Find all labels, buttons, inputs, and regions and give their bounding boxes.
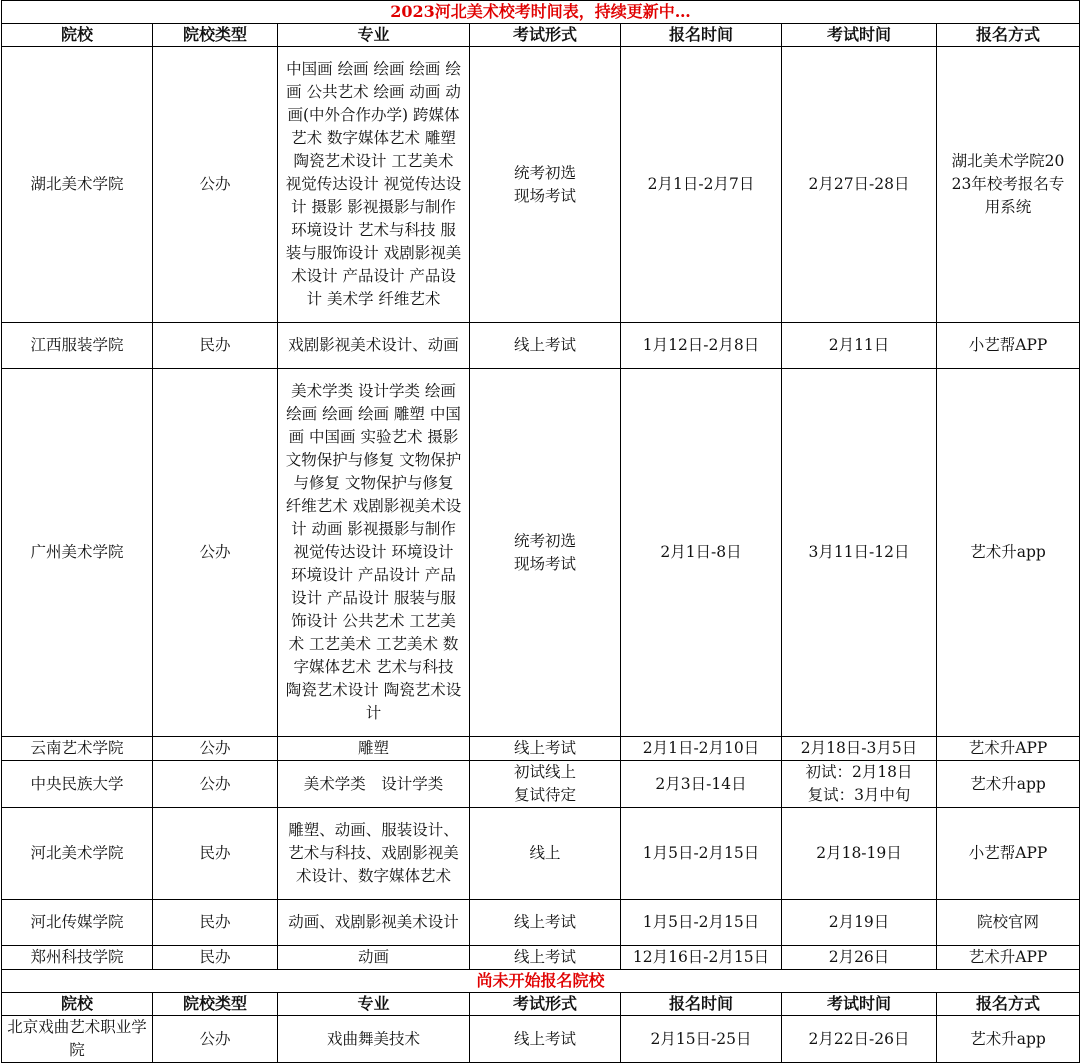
school-cell: 江西服装学院 — [2, 323, 153, 369]
major-cell: 动画、戏剧影视美术设计 — [278, 900, 470, 946]
exam-cell: 2月18-19日 — [782, 808, 937, 900]
form-cell: 线上考试 — [470, 946, 621, 970]
school-cell: 北京戏曲艺术职业学院 — [2, 1016, 153, 1063]
signup-cell: 1月12日-2月8日 — [621, 323, 782, 369]
type-cell: 民办 — [153, 946, 278, 970]
method-cell: 艺术升APP — [937, 737, 1080, 761]
signup-cell: 1月5日-2月15日 — [621, 808, 782, 900]
method-cell: 小艺帮APP — [937, 323, 1080, 369]
header-form: 考试形式 — [470, 24, 621, 47]
major-cell: 动画 — [278, 946, 470, 970]
method-cell: 艺术升APP — [937, 946, 1080, 970]
table-row — [2, 369, 1080, 737]
table-row — [2, 737, 1080, 761]
method-cell: 湖北美术学院2023年校考报名专用系统 — [937, 47, 1080, 323]
table-row — [2, 323, 1080, 369]
type-cell: 民办 — [153, 808, 278, 900]
school-cell: 云南艺术学院 — [2, 737, 153, 761]
header-major: 专业 — [278, 24, 470, 47]
exam-cell: 2月11日 — [782, 323, 937, 369]
signup-cell: 1月5日-2月15日 — [621, 900, 782, 946]
header-method: 报名方式 — [937, 993, 1080, 1016]
form-cell: 线上考试 — [470, 1016, 621, 1063]
title-row — [2, 1, 1080, 24]
major-cell: 雕塑 — [278, 737, 470, 761]
method-cell: 院校官网 — [937, 900, 1080, 946]
section-subtitle: 尚未开始报名院校 — [2, 970, 1080, 993]
form-cell: 初试线上复试待定 — [470, 761, 621, 808]
header-major: 专业 — [278, 993, 470, 1016]
school-cell: 中央民族大学 — [2, 761, 153, 808]
school-cell: 湖北美术学院 — [2, 47, 153, 323]
type-cell: 民办 — [153, 900, 278, 946]
method-cell: 小艺帮APP — [937, 808, 1080, 900]
major-cell: 美术学类 设计学类 — [278, 761, 470, 808]
header-exam: 考试时间 — [782, 993, 937, 1016]
school-cell: 河北美术学院 — [2, 808, 153, 900]
header-school: 院校 — [2, 993, 153, 1016]
table-row — [2, 1016, 1080, 1063]
table-row — [2, 47, 1080, 323]
form-cell: 线上考试 — [470, 323, 621, 369]
exam-cell: 2月19日 — [782, 900, 937, 946]
header-row — [2, 24, 1080, 47]
signup-cell: 2月1日-8日 — [621, 369, 782, 737]
school-cell: 广州美术学院 — [2, 369, 153, 737]
exam-schedule-table — [1, 0, 1080, 1063]
method-cell: 艺术升app — [937, 1016, 1080, 1063]
header-exam: 考试时间 — [782, 24, 937, 47]
school-cell: 郑州科技学院 — [2, 946, 153, 970]
header-type: 院校类型 — [153, 24, 278, 47]
exam-cell: 2月27日-28日 — [782, 47, 937, 323]
table-row — [2, 808, 1080, 900]
type-cell: 公办 — [153, 737, 278, 761]
exam-cell: 3月11日-12日 — [782, 369, 937, 737]
header-signup: 报名时间 — [621, 24, 782, 47]
form-cell: 统考初选现场考试 — [470, 369, 621, 737]
exam-cell: 2月26日 — [782, 946, 937, 970]
subtitle-row — [2, 970, 1080, 993]
type-cell: 公办 — [153, 1016, 278, 1063]
signup-cell: 2月15日-25日 — [621, 1016, 782, 1063]
type-cell: 公办 — [153, 369, 278, 737]
type-cell: 公办 — [153, 47, 278, 323]
form-cell: 线上考试 — [470, 900, 621, 946]
header-form: 考试形式 — [470, 993, 621, 1016]
form-cell: 线上考试 — [470, 737, 621, 761]
major-cell: 美术学类 设计学类 绘画 绘画 绘画 绘画 雕塑 中国画 中国画 实验艺术 摄影 文物保护与修复 文物保护与修复 文物保护与修复 纤维艺术 戏剧影视美术设计 动画 影视摄影与制作 视觉传达设计 环境设计 环境设计 产品设计 产品设计 产品设计 服装与服饰设计 公共艺术 工艺美术 工艺美术 工艺美术 数字媒体艺术 艺术与科技 陶瓷艺术设计 陶瓷艺术设计 — [278, 369, 470, 737]
exam-cell: 初试：2月18日 复试：3月中旬 — [782, 761, 937, 808]
exam-cell: 2月22日-26日 — [782, 1016, 937, 1063]
header-school: 院校 — [2, 24, 153, 47]
method-cell: 艺术升app — [937, 761, 1080, 808]
header-type: 院校类型 — [153, 993, 278, 1016]
header-method: 报名方式 — [937, 24, 1080, 47]
signup-cell: 2月1日-2月10日 — [621, 737, 782, 761]
school-cell: 河北传媒学院 — [2, 900, 153, 946]
major-cell: 戏曲舞美技术 — [278, 1016, 470, 1063]
major-cell: 中国画 绘画 绘画 绘画 绘画 公共艺术 绘画 动画 动画(中外合作办学) 跨媒体艺术 数字媒体艺术 雕塑 陶瓷艺术设计 工艺美术 视觉传达设计 视觉传达设计 摄影 影视摄影与制作 环境设计 艺术与科技 服装与服饰设计 戏剧影视美术设计 产品设计 产品设计 美术学 纤维艺术 — [278, 47, 470, 323]
major-cell: 戏剧影视美术设计、动画 — [278, 323, 470, 369]
header-row — [2, 993, 1080, 1016]
header-signup: 报名时间 — [621, 993, 782, 1016]
table-row — [2, 900, 1080, 946]
form-cell: 线上 — [470, 808, 621, 900]
signup-cell: 12月16日-2月15日 — [621, 946, 782, 970]
method-cell: 艺术升app — [937, 369, 1080, 737]
table-row — [2, 761, 1080, 808]
signup-cell: 2月3日-14日 — [621, 761, 782, 808]
major-cell: 雕塑、动画、服装设计、艺术与科技、戏剧影视美术设计、数字媒体艺术 — [278, 808, 470, 900]
signup-cell: 2月1日-2月7日 — [621, 47, 782, 323]
exam-cell: 2月18日-3月5日 — [782, 737, 937, 761]
table-title: 2023河北美术校考时间表，持续更新中… — [2, 1, 1080, 24]
type-cell: 民办 — [153, 323, 278, 369]
form-cell: 统考初选现场考试 — [470, 47, 621, 323]
type-cell: 公办 — [153, 761, 278, 808]
table-row — [2, 946, 1080, 970]
